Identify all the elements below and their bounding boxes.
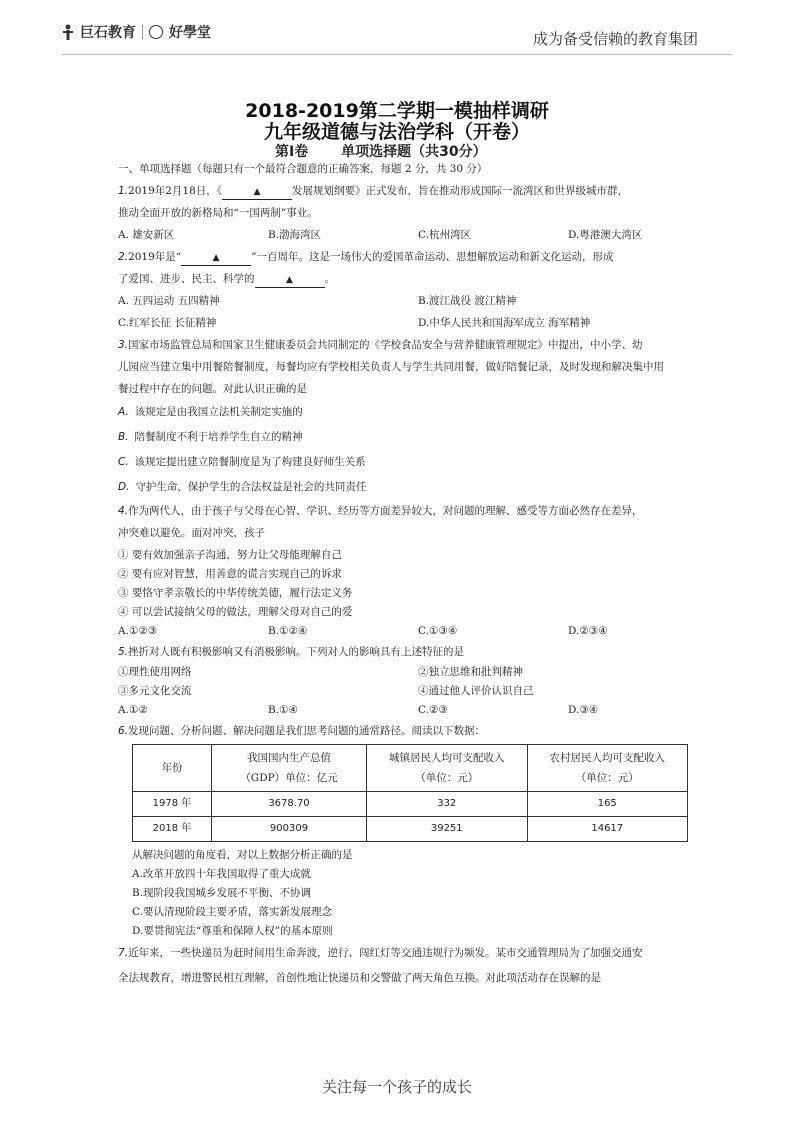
option-a: A.改革开放四十年我国取得了重大成就 xyxy=(132,868,311,880)
table-cell: 14617 xyxy=(527,817,688,842)
table-header-cell: 我国国内生产总值 （GDP）单位：亿元 xyxy=(212,745,367,792)
q2-options xyxy=(118,290,718,312)
option-a: A.①②③ xyxy=(118,625,158,637)
statement-3: ③ 要恪守孝亲敬长的中华传统美德，履行法定义务 xyxy=(118,587,353,599)
statement-1: ①理性使用网络 xyxy=(118,666,192,678)
option-d: D.粤港澳大湾区 xyxy=(568,229,643,241)
table-cell: 2018 年 xyxy=(133,817,212,842)
logo-divider xyxy=(142,25,143,39)
statement-1: ① 要有效加强亲子沟通，努力让父母能理解自己 xyxy=(118,549,342,561)
option-b: B.渡江战役 渡江精神 xyxy=(418,295,517,307)
statement-4: ④通过他人评价认识自己 xyxy=(418,685,534,697)
q6-question: 从解决问题的角度看，对以上数据分析正确的是 xyxy=(132,849,353,861)
logo-text-left: 巨石教育 xyxy=(80,25,136,41)
question-1: 1.2019年2月18日，《 ▲ 发展规划纲要》正式发布，旨在推动形成国际一流湾区和世界级城市群， xyxy=(118,180,718,202)
question-7: 7.近年来，一些快递员为赶时间用生命奔波，逆行、闯红灯等交通违规行为频发。某市交通管理局为了加强交通安 xyxy=(118,947,643,959)
q5-options xyxy=(118,701,718,720)
instructions: 一、单项选择题（每题只有一个最符合题意的正确答案，每题 2 分，共 30 分） xyxy=(118,163,488,175)
answer-blank: ▲ xyxy=(255,273,325,288)
option-d: D.中华人民共和国海军成立 海军精神 xyxy=(418,317,591,329)
table-cell: 332 xyxy=(367,792,528,817)
table-cell: 900309 xyxy=(212,817,367,842)
data-table xyxy=(132,744,688,842)
table-row xyxy=(133,792,688,817)
section-label: 单项选择题（共30分） xyxy=(341,144,487,160)
option-a: A.①② xyxy=(118,704,148,716)
company-logo-icon xyxy=(62,24,74,40)
table-row xyxy=(133,817,688,842)
question-3: 3.国家市场监管总局和国家卫生健康委员会共同制定的《学校食品安全与营养健康管理规定》中提出，中小学、幼 xyxy=(118,339,643,351)
option-c: C.①③④ xyxy=(418,625,458,637)
table-cell: 3678.70 xyxy=(212,792,367,817)
table-cell: 165 xyxy=(527,792,688,817)
footer-slogan: 关注每一个孩子的成长 xyxy=(321,1078,472,1096)
question-2: 2.2019年是“ ▲ ”一百周年。这是一场伟大的爱国革命运动、思想解放运动和新文化运动，形成 xyxy=(118,246,718,268)
exam-subtitle: 九年级道德与法治学科（开卷） xyxy=(263,121,530,143)
option-a: A. 该规定是由我国立法机关制定实施的 xyxy=(118,406,303,418)
table-cell: 39251 xyxy=(367,817,528,842)
option-b: B.现阶段我国城乡发展不平衡、不协调 xyxy=(132,887,312,899)
statement-2: ② 要有应对智慧，用善意的谎言实现自己的诉求 xyxy=(118,568,342,580)
option-d: D.③④ xyxy=(568,704,599,716)
option-d: D.要贯彻宪法“尊重和保障人权”的基本原则 xyxy=(132,925,333,937)
option-d: D. 守护生命，保护学生的合法权益是社会的共同责任 xyxy=(118,481,367,493)
option-c: C.杭州湾区 xyxy=(418,229,471,241)
answer-blank: ▲ xyxy=(222,185,292,200)
option-d: D.②③④ xyxy=(568,625,608,637)
answer-blank: ▲ xyxy=(181,251,251,266)
option-c: C.要认清现阶段主要矛盾，落实新发展理念 xyxy=(132,906,332,918)
header-logo xyxy=(62,22,211,42)
volume-label: 第Ⅰ卷 xyxy=(275,144,309,160)
exam-title: 2018-2019第二学期一模抽样调研 xyxy=(245,100,549,122)
question-body: 一、单项选择题（每题只有一个最符合题意的正确答案，每题 2 分，共 30 分） 1.2019年2月18日，《 ▲ 发展规划纲要》正式发布，旨在推动形成国际一流湾区和世界级城市群， 推动全面开放的新格局和“一国两制”事业。 A. 雄安新区 B.渤海湾区 C.杭州湾区 D.粤港澳大湾区 2.2019年是“ ▲ ”一百周年。这是一场伟大的爱国革命运动、思想解放运动和新文化运动，形成 了爱国、进步、民主、科学的 ▲ 。 A. 五四运动 五四精神 B.渡江战役 渡江精神 C.红军长征 长征精神 D.中华人民共和国海军成立 海军精神 3.国家市场监管总局和国家卫生健康委员会共同制定的《学校食品安全与营养健康管理规定》中提出，中小学、幼 儿园应当建立集中用餐陪餐制度，每餐均应有学校相关负责人与学生共同用餐，做好陪餐记录，及时发现和解决集中用 餐过程中存在的问题。对此认识正确的是 A. 该规定是由我国立法机关制定实施的 B. 陪餐制度不利于培养学生自立的精神 C. 该规定提出建立陪餐制度是为了构建良好师生关系 D. 守护生命，保护学生的合法权益是社会的共同责任 4.作为两代人，由于孩子与父母在心智、学识、经历等方面差异较大，对问题的理解、感受等方面必然存在差异， 冲突难以避免。面对冲突，孩子 ① 要有效加强亲子沟通，努力让父母能理解自己 ② 要有应对智慧，用善意的谎言实现自己的诉求 ③ 要恪守孝亲敬长的中华传统美德，履行法定义务 ④ 可以尝试接纳父母的做法，理解父母对自己的爱 A.①②③ B.①②④ C.①③④ D.②③④ 5.挫折对人既有积极影响又有消极影响。下列对人的影响具有上述特征的是 ①理性使用网络 ②独立思维和批判精神 ③多元文化交流 ④通过他人评价认识自己 A.①② B.①④ C.②③ D.③④ 6.发现问题、分析问题、解决问题是我们思考问题的通常路径。阅读以下数据： 年份 我国国内生产总值 （GDP）单位：亿元 城镇居民人均可支配收入 （单位：元） 农村居民人均可支配收入 （单位：元） 1978 年 3678.70 332 165 2018 年 900309 39251 14617 从解决问题的角度看，对以上数据分析正确的是 A.改革开放四十年我国取得了重大成就 B.现阶段我国城乡发展不平衡、不协调 C.要认清现阶段主要矛盾，落实新发展理念 D.要贯彻宪法“尊重和保障人权”的基本原则 7.近年来，一些快递员为赶时间用生命奔波，逆行、闯红灯等交通违规行为频发。某市交通管理局为了加强交通安 全法规教育，增进警民相互理解，首创性地让快递员和交警做了两天角色互换。对此项活动存在误解的是 xyxy=(118,158,718,991)
option-c: C.②③ xyxy=(418,704,448,716)
option-b: B. 陪餐制度不利于培养学生自立的精神 xyxy=(118,431,303,443)
question-5: 5.挫折对人既有积极影响又有消极影响。下列对人的影响具有上述特征的是 xyxy=(118,646,465,658)
option-b: B.渤海湾区 xyxy=(268,229,322,241)
option-a: A. 五四运动 五四精神 xyxy=(118,295,220,307)
table-header-cell: 城镇居民人均可支配收入 （单位：元） xyxy=(367,745,528,792)
statement-3: ③多元文化交流 xyxy=(118,685,192,697)
table-header-cell: 农村居民人均可支配收入 （单位：元） xyxy=(527,745,688,792)
option-b: B.①②④ xyxy=(268,625,308,637)
statement-4: ④ 可以尝试接纳父母的做法，理解父母对自己的爱 xyxy=(118,606,353,618)
statement-2: ②独立思维和批判精神 xyxy=(418,666,523,678)
option-c: C.红军长征 长征精神 xyxy=(118,317,217,329)
question-6: 6.发现问题、分析问题、解决问题是我们思考问题的通常路径。阅读以下数据： xyxy=(118,725,486,737)
option-a: A. 雄安新区 xyxy=(118,229,175,241)
logo-text-right: 好學堂 xyxy=(169,25,211,41)
table-cell: 1978 年 xyxy=(133,792,212,817)
q4-options xyxy=(118,622,718,641)
option-b: B.①④ xyxy=(268,704,298,716)
table-header-row xyxy=(133,745,688,792)
seal-icon xyxy=(149,25,163,39)
option-c: C. 该规定提出建立陪餐制度是为了构建良好师生关系 xyxy=(118,456,366,468)
header-slogan: 成为备受信赖的教育集团 xyxy=(532,30,698,48)
question-4: 4.作为两代人，由于孩子与父母在心智、学识、经历等方面差异较大，对问题的理解、感受等方面必然存在差异， xyxy=(118,505,643,517)
table-header-cell: 年份 xyxy=(133,745,212,792)
q1-options xyxy=(118,224,718,246)
header-divider xyxy=(62,54,732,55)
